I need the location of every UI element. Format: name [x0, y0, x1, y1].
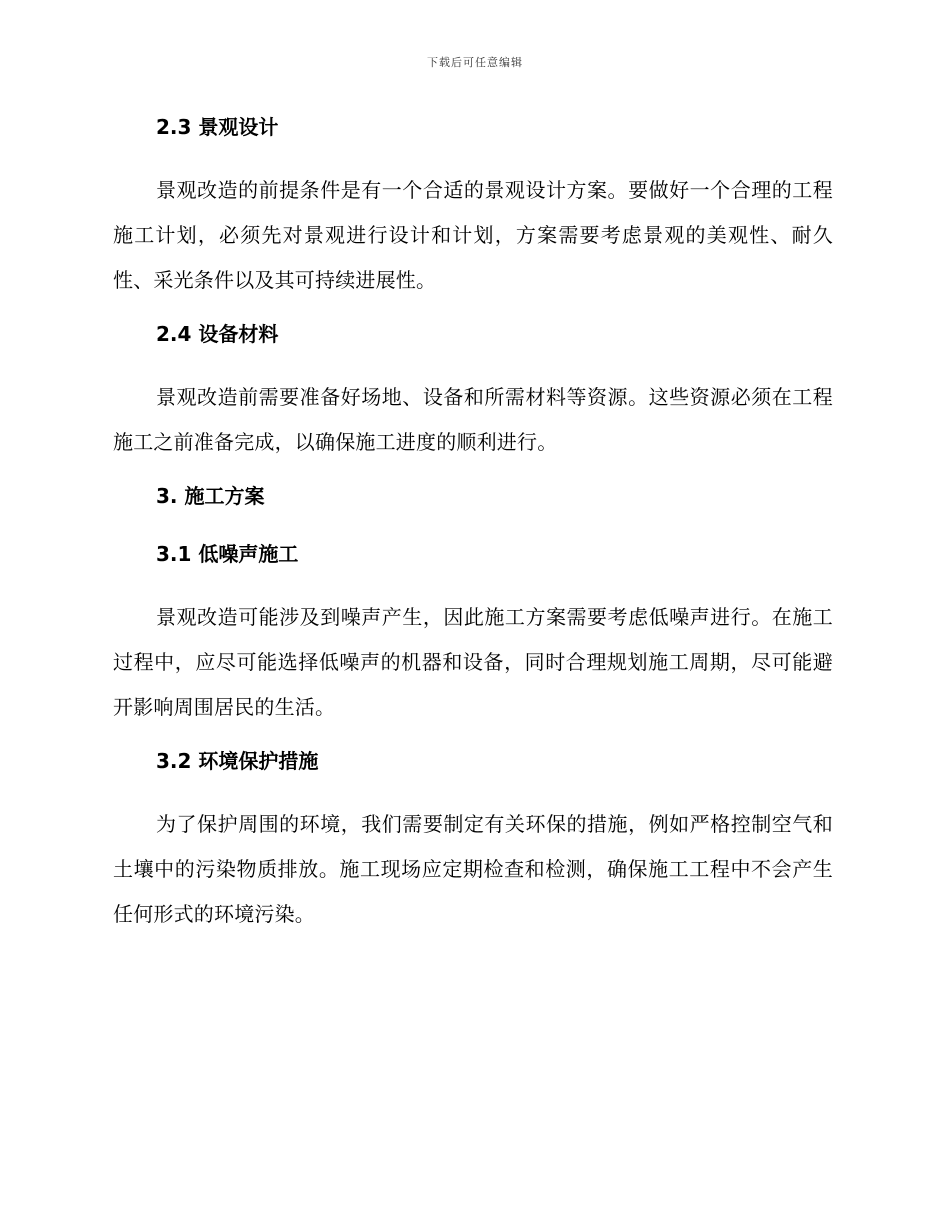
- section-paragraph-2-4: 景观改造前需要准备好场地、设备和所需材料等资源。这些资源必须在工程施工之前准备完成，以确保施工进度的顺利进行。: [113, 385, 833, 454]
- section-heading-2-3: 2.3 景观设计: [156, 115, 279, 139]
- document-body: [113, 110, 833, 951]
- section-heading-3-1: 3.1 低噪声施工: [156, 542, 299, 566]
- section-paragraph-2-3: 景观改造的前提条件是有一个合适的景观设计方案。要做好一个合理的工程施工计划，必须先对景观进行设计和计划，方案需要考虑景观的美观性、耐久性、采光条件以及其可持续进展性。: [113, 178, 833, 292]
- section-heading-3: 3. 施工方案: [156, 484, 265, 508]
- section-paragraph-3-1: 景观改造可能涉及到噪声产生，因此施工方案需要考虑低噪声进行。在施工过程中，应尽可能选择低噪声的机器和设备，同时合理规划施工周期，尽可能避开影响周围居民的生活。: [113, 605, 833, 719]
- section-heading-2-4: 2.4 设备材料: [156, 322, 279, 346]
- section-heading-3-2: 3.2 环境保护措施: [156, 749, 319, 773]
- header-note: 下载后可任意编辑: [427, 56, 523, 69]
- section-paragraph-3-2: 为了保护周围的环境，我们需要制定有关环保的措施，例如严格控制空气和土壤中的污染物质排放。施工现场应定期检查和检测，确保施工工程中不会产生任何形式的环境污染。: [113, 812, 833, 926]
